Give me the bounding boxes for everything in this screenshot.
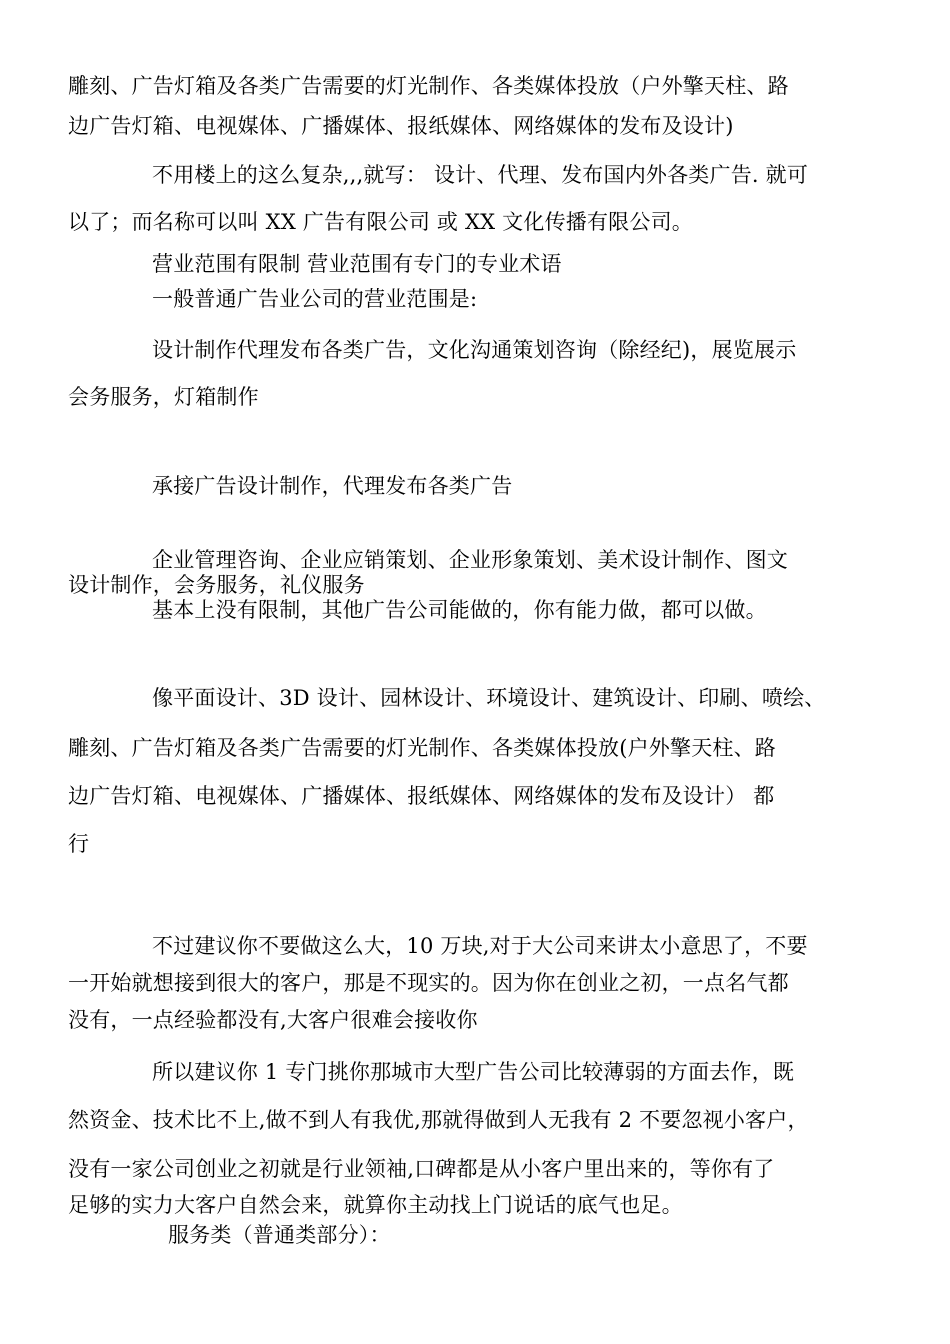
text-line: 所以建议你 1 专门挑你那城市大型广告公司比较薄弱的方面去作，既 [152, 1060, 795, 1084]
text-line: 边广告灯箱、电视媒体、广播媒体、报纸媒体、网络媒体的发布及设计) [68, 114, 734, 138]
text-line: 没有一家公司创业之初就是行业领袖,口碑都是从小客户里出来的，等你有了 [68, 1157, 775, 1181]
text-line: 雕刻、广告灯箱及各类广告需要的灯光制作、各类媒体投放（户外擎天柱、路 [68, 74, 789, 98]
text-line: 一开始就想接到很大的客户，那是不现实的。因为你在创业之初，一点名气都 [68, 971, 789, 995]
text-line: 设计制作，会务服务，礼仪服务 [68, 573, 365, 597]
text-line: 边广告灯箱、电视媒体、广播媒体、报纸媒体、网络媒体的发布及设计） 都 [68, 784, 775, 808]
text-line: 企业管理咨询、企业应销策划、企业形象策划、美术设计制作、图文 [152, 548, 788, 572]
text-line: 足够的实力大客户自然会来，就算你主动找上门说话的底气也足。 [68, 1193, 683, 1217]
text-line: 没有，一点经验都没有,大客户很难会接收你 [68, 1008, 478, 1032]
text-line: 服务类（普通类部分）： [168, 1223, 391, 1247]
text-line: 会务服务，灯箱制作 [68, 385, 259, 409]
text-line: 不过建议你不要做这么大，10 万块,对于大公司来讲太小意思了，不要 [152, 934, 808, 958]
text-line: 一般普通广告业公司的营业范围是: [152, 287, 478, 311]
text-line: 像平面设计、3D 设计、园林设计、环境设计、建筑设计、印刷、喷绘、 [152, 686, 826, 710]
text-line: 设计制作代理发布各类广告，文化沟通策划咨询（除经纪)，展览展示 [152, 338, 797, 362]
text-line: 然资金、技术比不上,做不到人有我优,那就得做到人无我有 2 不要忽视小客户， [68, 1108, 809, 1132]
text-line: 承接广告设计制作，代理发布各类广告 [152, 474, 513, 498]
text-line: 营业范围有限制 营业范围有专门的专业术语 [152, 252, 562, 276]
text-line: 行 [68, 832, 90, 856]
text-line: 不用楼上的这么复杂,,,就写： 设计、代理、发布国内外各类广告. 就可 [152, 163, 809, 187]
text-line: 雕刻、广告灯箱及各类广告需要的灯光制作、各类媒体投放(户外擎天柱、路 [68, 736, 776, 760]
text-line: 以了；而名称可以叫 XX 广告有限公司 或 XX 文化传播有限公司。 [68, 210, 693, 234]
text-line: 基本上没有限制，其他广告公司能做的，你有能力做，都可以做。 [152, 598, 767, 622]
